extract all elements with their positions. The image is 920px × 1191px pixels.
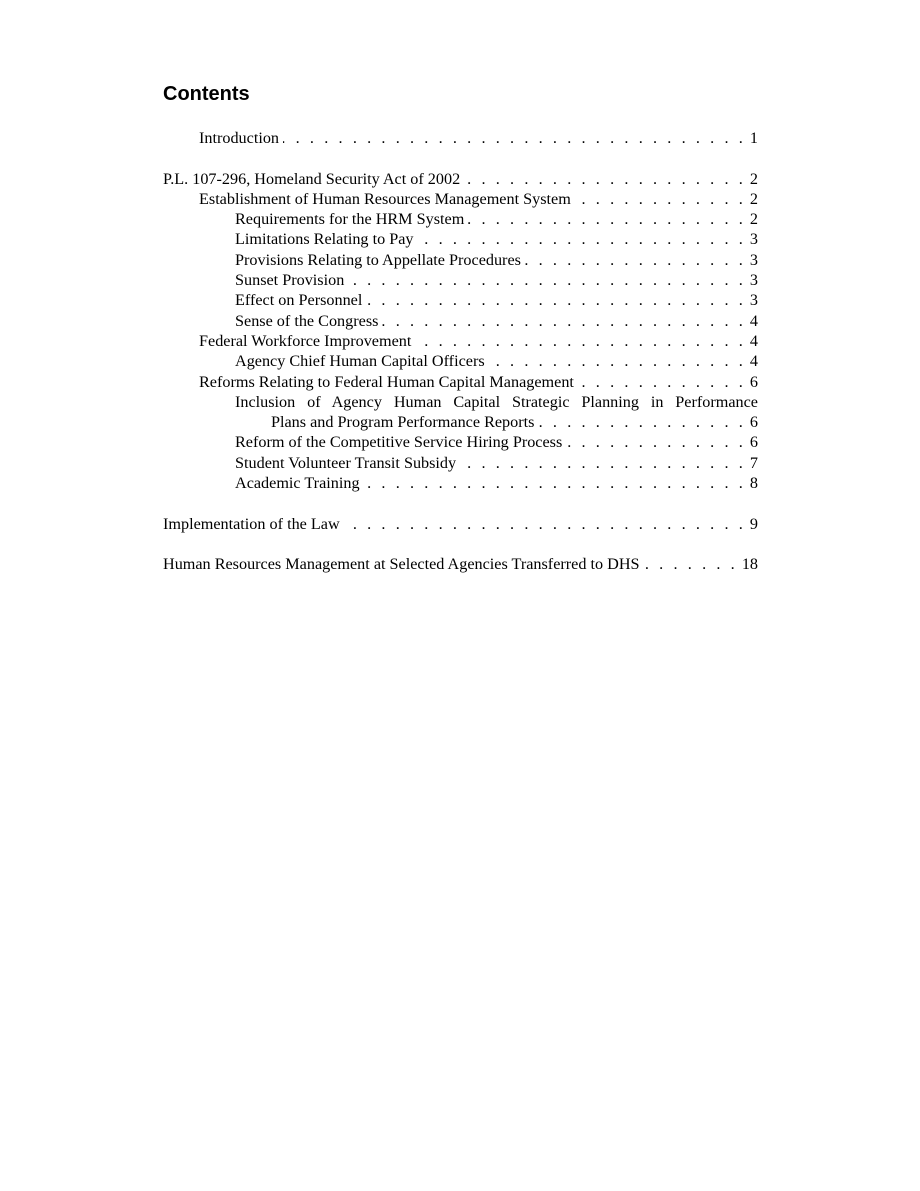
toc-page-number: 7 xyxy=(749,453,758,472)
toc-page-number: 4 xyxy=(749,352,758,371)
toc-entry-workforce-improvement[interactable] xyxy=(163,331,758,351)
toc-entry-title: Federal Workforce Improvement xyxy=(199,331,412,350)
toc-page-number: 3 xyxy=(749,291,758,310)
toc-leader-dots xyxy=(525,250,746,270)
toc-leader-dots xyxy=(575,189,746,209)
toc-entry-hiring-process-reform[interactable] xyxy=(163,432,758,452)
toc-entry-title: Sunset Provision xyxy=(235,271,345,290)
toc-page-number: 18 xyxy=(741,555,758,574)
toc-leader-dots xyxy=(283,128,746,148)
toc-entry-sense-of-congress[interactable] xyxy=(163,311,758,331)
toc-leader-dots xyxy=(578,372,746,392)
toc-leader-dots xyxy=(460,453,746,473)
toc-leader-dots xyxy=(566,432,746,452)
toc-page-number: 2 xyxy=(749,189,758,208)
toc-entry-hrm-system[interactable] xyxy=(163,189,758,209)
toc-leader-dots xyxy=(415,331,746,351)
toc-page-number: 2 xyxy=(749,169,758,188)
toc-entry-academic-training[interactable] xyxy=(163,473,758,493)
toc-entry-title: Student Volunteer Transit Subsidy xyxy=(235,453,457,472)
toc-entry-title-line1: Inclusion of Agency Human Capital Strategic Planning in Performance xyxy=(235,392,758,411)
toc-page-number: 6 xyxy=(749,372,758,391)
toc-entry-title: Establishment of Human Resources Management System xyxy=(199,189,571,208)
toc-entry-strategic-planning[interactable] xyxy=(163,392,758,433)
toc-leader-dots xyxy=(464,169,746,189)
toc-entry-title: Agency Chief Human Capital Officers xyxy=(235,352,485,371)
toc-page-number: 6 xyxy=(749,413,758,432)
toc-entry-effect-on-personnel[interactable] xyxy=(163,290,758,310)
toc-entry-title: Sense of the Congress xyxy=(235,311,379,330)
toc-entry-title: Effect on Personnel xyxy=(235,291,363,310)
toc-entry-title: Implementation of the Law xyxy=(163,514,340,533)
toc-entry-title: Human Resources Management at Selected Agencies Transferred to DHS xyxy=(163,555,640,574)
toc-leader-dots xyxy=(364,473,746,493)
toc-page-number: 4 xyxy=(749,331,758,350)
toc-page-number: 6 xyxy=(749,433,758,452)
toc-leader-dots xyxy=(348,270,746,290)
toc-leader-dots xyxy=(468,209,746,229)
toc-entry-chief-human-capital-officers[interactable] xyxy=(163,351,758,371)
toc-page-number: 8 xyxy=(749,474,758,493)
toc-entry-title: Reform of the Competitive Service Hiring Process xyxy=(235,433,563,452)
toc-entry-title: Introduction xyxy=(199,129,280,147)
toc-page-number: 3 xyxy=(749,250,758,269)
toc-page-number: 9 xyxy=(749,514,758,533)
toc-entry-title: Provisions Relating to Appellate Procedures xyxy=(235,250,521,269)
toc-page-number: 2 xyxy=(749,210,758,229)
toc-entry-title-line2: Plans and Program Performance Reports xyxy=(271,413,535,432)
toc-leader-dots xyxy=(418,229,746,249)
toc-page-number: 3 xyxy=(749,230,758,249)
toc-entry-human-capital-reforms[interactable] xyxy=(163,372,758,392)
toc-entry-sunset-provision[interactable] xyxy=(163,270,758,290)
toc-leader-dots xyxy=(644,554,738,574)
toc-entry-introduction[interactable] xyxy=(163,128,758,148)
toc-leader-dots xyxy=(538,412,745,432)
toc-entry-implementation[interactable] xyxy=(163,514,758,534)
toc-leader-dots xyxy=(382,311,745,331)
toc-entry-selected-agencies[interactable] xyxy=(163,554,758,574)
toc-entry-title: Reforms Relating to Federal Human Capital Management xyxy=(199,372,574,391)
toc-entry-line2 xyxy=(235,412,758,432)
table-of-contents xyxy=(163,128,758,575)
toc-entry-title: Requirements for the HRM System xyxy=(235,210,465,229)
toc-entry-title: Limitations Relating to Pay xyxy=(235,230,414,249)
toc-page-number: 4 xyxy=(749,311,758,330)
toc-leader-dots xyxy=(344,514,746,534)
toc-page-number: 3 xyxy=(749,271,758,290)
toc-entry-hrm-requirements[interactable] xyxy=(163,209,758,229)
toc-entry-title: Academic Training xyxy=(235,474,360,493)
page-title: Contents xyxy=(163,83,250,105)
toc-entry-appellate-procedures[interactable] xyxy=(163,250,758,270)
toc-entry-transit-subsidy[interactable] xyxy=(163,453,758,473)
toc-entry-title: P.L. 107-296, Homeland Security Act of 2002 xyxy=(163,169,461,188)
toc-entry-pay-limitations[interactable] xyxy=(163,229,758,249)
toc-page-number: 1 xyxy=(749,129,758,147)
toc-entry-homeland-security-act[interactable] xyxy=(163,169,758,189)
toc-leader-dots xyxy=(489,351,746,371)
toc-leader-dots xyxy=(366,290,746,310)
